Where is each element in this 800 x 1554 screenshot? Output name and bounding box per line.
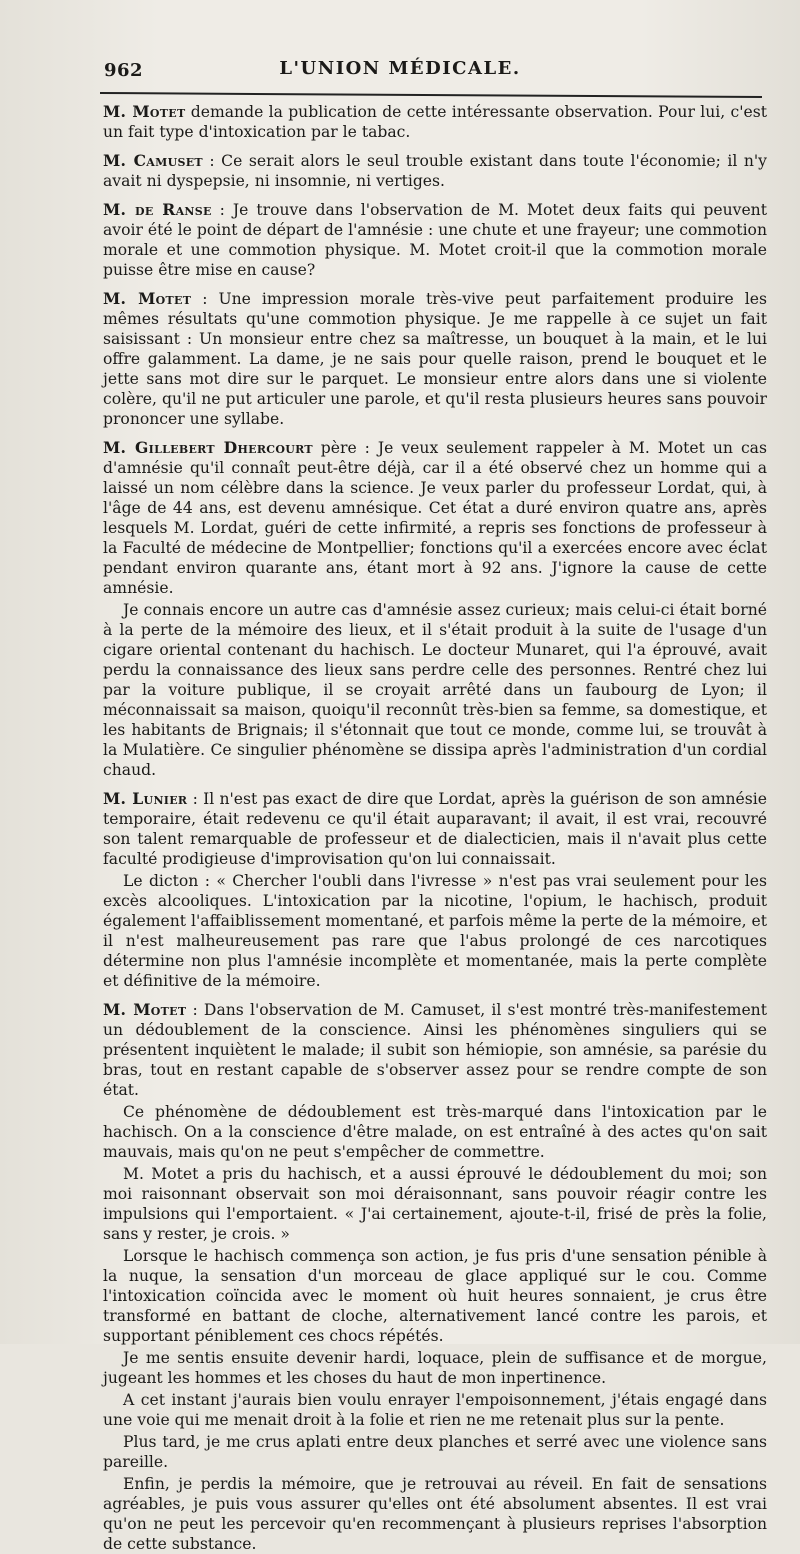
paragraph: [103, 789, 767, 869]
paragraph-text: : Je trouve dans l'observation de M. Motet deux faits qui peuvent avoir été le point de départ de l'amnésie : une chute et une frayeur; une commotion morale et une commotion physique. M. Motet croit-il que la commotion morale puisse être mise en cause?: [103, 201, 767, 279]
paragraph: [103, 1348, 767, 1388]
paragraph: [103, 1000, 767, 1100]
speaker-name: M. de Ranse: [103, 200, 212, 219]
paragraph: [103, 600, 767, 780]
paragraph: [103, 200, 767, 280]
paragraph: [103, 1474, 767, 1554]
paragraph: [103, 1432, 767, 1472]
paragraph: [103, 1102, 767, 1162]
paragraph: [103, 1390, 767, 1430]
paragraph-text: Ce phénomène de dédoublement est très-marqué dans l'intoxication par le hachisch. On a la conscience d'être malade, on est entraîné à des actes qu'on sait mauvais, mais qu'on ne peut s'empêcher de commettre.: [103, 1103, 767, 1161]
speaker-name: M. Motet: [103, 289, 192, 308]
page-number: 962: [104, 60, 144, 81]
speaker-name: M. Lunier: [103, 789, 188, 808]
paragraph: [103, 151, 767, 191]
paragraph-text: Enfin, je perdis la mémoire, que je retrouvai au réveil. En fait de sensations agréables, je puis vous assurer qu'elles ont été absolument absentes. Il est vrai qu'on ne peut les percevoir qu'en recommençant à plusieurs reprises l'absorption de cette substance.: [103, 1475, 767, 1553]
page-header: [0, 0, 800, 90]
paragraph-text: Je me sentis ensuite devenir hardi, loquace, plein de suffisance et de morgue, jugeant les hommes et les choses du haut de mon inpertinence.: [103, 1349, 767, 1387]
paragraph: [103, 102, 767, 142]
paragraph-text: : Une impression morale très-vive peut parfaitement produire les mêmes résultats qu'une commotion physique. Je me rappelle à ce sujet un fait saisissant : Un monsieur entre chez sa maîtresse, un bouquet à la main, et le lui offre galamment. La dame, je ne sais pour quelle raison, prend le bouquet et le jette sans mot dire sur le parquet. Le monsieur entre alors dans une si violente colère, qu'il ne put articuler une parole, et qu'il resta plusieurs heures sans pouvoir prononcer une syllabe.: [103, 290, 767, 428]
paragraph-text: M. Motet a pris du hachisch, et a aussi éprouvé le dédoublement du moi; son moi raisonnant observait son moi déraisonnant, sans pouvoir réagir contre les impulsions qui l'emportaient. « J'ai certainement, ajoute-t-il, frisé de près la folie, sans y rester, je crois. »: [103, 1165, 767, 1243]
paragraph-text: Le dicton : « Chercher l'oubli dans l'ivresse » n'est pas vrai seulement pour les excès alcooliques. L'intoxication par la nicotine, l'opium, le hachisch, produit également l'affaiblissement momentané, et parfois même la perte de la mémoire, et il n'est malheureusement pas rare que l'abus prolongé de ces narcotiques détermine non plus l'amnésie incomplète et momentanée, mais la perte complète et définitive de la mémoire.: [103, 872, 767, 990]
paragraph-text: père : Je veux seulement rappeler à M. Motet un cas d'amnésie qu'il connaît peut-être déjà, car il a été observé chez un homme qui a laissé un nom célèbre dans la science. Je veux parler du professeur Lordat, qui, à l'âge de 44 ans, est devenu amnésique. Cet état a duré environ quatre ans, après lesquels M. Lordat, guéri de cette infirmité, a repris ses fonctions de professeur à la Faculté de médecine de Montpellier; fonctions qu'il a exercées encore avec éclat pendant environ quarante ans, étant mort à 92 ans. J'ignore la cause de cette amnésie.: [103, 439, 767, 597]
paragraph: [103, 289, 767, 429]
paragraph: [103, 1246, 767, 1346]
paragraph-text: Plus tard, je me crus aplati entre deux planches et serré avec une violence sans pareille.: [103, 1433, 767, 1471]
paragraph-text: : Ce serait alors le seul trouble existant dans toute l'économie; il n'y avait ni dyspepsie, ni insomnie, ni vertiges.: [103, 152, 767, 190]
running-title: L'UNION MÉDICALE.: [279, 58, 521, 79]
paragraph-text: : Dans l'observation de M. Camuset, il s'est montré très-manifestement un dédoublement de la conscience. Ainsi les phénomènes singuliers qui se présentent inquiètent le malade; il subit son hémiopie, son amnésie, sa parésie du bras, tout en restant capable de s'observer assez pour se rendre compte de son état.: [103, 1001, 767, 1099]
speaker-name: M. Motet: [103, 1000, 187, 1019]
paragraph: [103, 438, 767, 598]
paragraph-text: Lorsque le hachisch commença son action, je fus pris d'une sensation pénible à la nuque, la sensation d'un morceau de glace appliqué sur le cou. Comme l'intoxication coïncida avec le moment où huit heures sonnaient, je crus être transformé en battant de cloche, alternativement lancé contre les parois, et supportant péniblement ces chocs répétés.: [103, 1247, 767, 1345]
paragraph: [103, 871, 767, 991]
speaker-name: M. Gillebert Dhercourt: [103, 438, 313, 457]
paragraph-text: Je connais encore un autre cas d'amnésie assez curieux; mais celui-ci était borné à la perte de la mémoire des lieux, et il s'était produit à la suite de l'usage d'un cigare oriental contenant du hachisch. Le docteur Munaret, qui l'a éprouvé, avait perdu la connaissance des lieux sans perdre celle des personnes. Rentré chez lui par la voiture publique, il se croyait arrêté dans un faubourg de Lyon; il méconnaissait sa maison, quoiqu'il reconnût très-bien sa femme, sa domestique, et les habitants de Brignais; il s'étonnait que tout ce monde, comme lui, se trouvât à la Mulatière. Ce singulier phénomène se dissipa après l'administration d'un cordial chaud.: [103, 601, 767, 779]
paragraph-text: A cet instant j'aurais bien voulu enrayer l'empoisonnement, j'étais engagé dans une voie qui me menait droit à la folie et rien ne me retenait plus sur la pente.: [103, 1391, 767, 1429]
article-body: [103, 102, 767, 1554]
paragraph-text: : Il n'est pas exact de dire que Lordat, après la guérison de son amnésie temporaire, était redevenu ce qu'il était auparavant; il avait, il est vrai, recouvré son talent remarquable de professeur et de dialecticien, mais il n'avait plus cette faculté prodigieuse d'improvisation qu'on lui connaissait.: [103, 790, 767, 868]
paragraph-text: demande la publication de cette intéressante observation. Pour lui, c'est un fait type d'intoxication par le tabac.: [103, 103, 767, 141]
paragraph: [103, 1164, 767, 1244]
speaker-name: M. Motet: [103, 102, 186, 121]
speaker-name: M. Camuset: [103, 151, 203, 170]
header-rule: [100, 92, 762, 98]
